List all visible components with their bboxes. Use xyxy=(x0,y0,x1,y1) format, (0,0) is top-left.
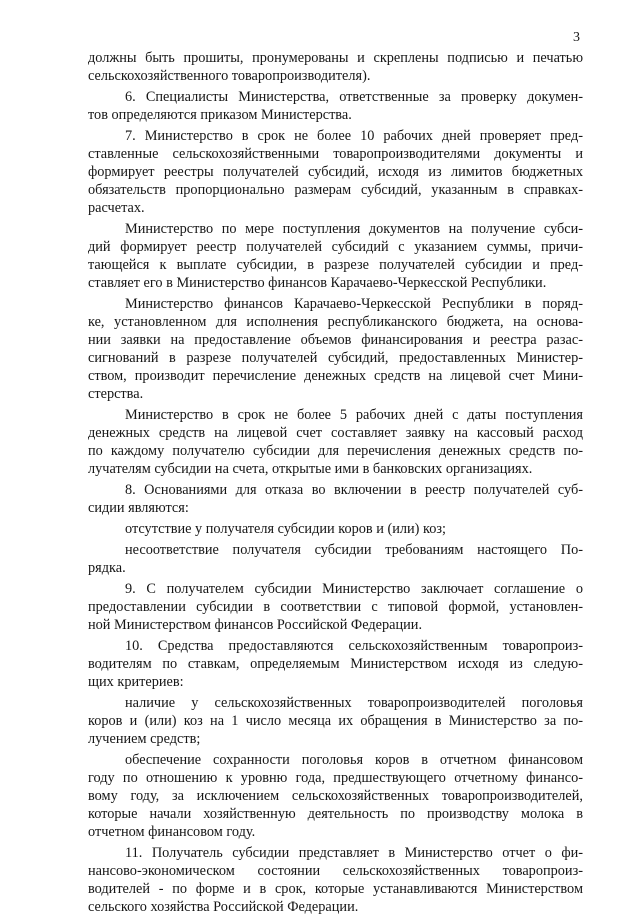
text-line: коров и (или) коз на 1 число месяца их обращения в Министерство за по- xyxy=(88,713,583,729)
paragraph-p8 xyxy=(88,481,583,517)
text-line: по каждому получателю субсидии для перечисления денежных средств по- xyxy=(88,443,583,459)
text-line: нии заявки на предоставление объемов финансирования и реестра разас- xyxy=(88,332,583,348)
text-line: отсутствие у получателя субсидии коров и (или) коз; xyxy=(125,521,446,537)
text-line: рядка. xyxy=(88,560,126,576)
paragraph-p8b xyxy=(88,541,583,577)
text-line: лучением средств; xyxy=(88,731,201,747)
text-line: Министерство по мере поступления документов на получение субси- xyxy=(125,221,583,237)
text-line: ке, установленном для исполнения республиканского бюджета, на основа- xyxy=(88,314,583,330)
text-line: ставленные сельскохозяйственными товаропроизводителями документы и xyxy=(88,146,583,162)
text-line: щих критериев: xyxy=(88,674,184,690)
text-line: расчетах. xyxy=(88,200,145,216)
text-line: тающейся к выплате субсидии, в разрезе получателей субсидии и пред- xyxy=(88,257,583,273)
paragraph-p7c xyxy=(88,295,583,403)
text-line: сигнований в разрезе получателей субсидий, предоставленных Министер- xyxy=(88,350,583,366)
text-line: денежных средств на лицевой счет составляет заявку на кассовый расход xyxy=(88,425,583,441)
paragraph-p10b xyxy=(88,751,583,841)
text-line: водителям по ставкам, определяемым Министерством исходя из следую- xyxy=(88,656,583,672)
page-number: 3 xyxy=(573,30,580,45)
text-line: отчетном финансовом году. xyxy=(88,824,256,840)
text-line: лучателям субсидии на счета, открытые ими в банковских организациях. xyxy=(88,461,533,477)
paragraph-p10 xyxy=(88,637,583,691)
paragraph-p10a xyxy=(88,694,583,748)
paragraph-p0 xyxy=(88,49,583,85)
paragraph-p11 xyxy=(88,844,583,916)
document-body xyxy=(88,49,583,916)
text-line: 8. Основаниями для отказа во включении в реестр получателей суб- xyxy=(125,482,583,498)
text-line: 7. Министерство в срок не более 10 рабочих дней проверяет пред- xyxy=(125,128,583,144)
text-line: обязательств пропорционально размерам субсидий, указанным в справках- xyxy=(88,182,583,198)
text-line: которые начали хозяйственную деятельность по производству молока в xyxy=(88,806,583,822)
text-line: 11. Получатель субсидии представляет в Министерство отчет о фи- xyxy=(125,845,583,861)
text-line: 10. Средства предоставляются сельскохозяйственным товаропроиз- xyxy=(125,638,583,654)
text-line: тов определяются приказом Министерства. xyxy=(88,107,352,123)
paragraph-p6 xyxy=(88,88,583,124)
text-line: ставляет его в Министерство финансов Карачаево-Черкесской Республики. xyxy=(88,275,547,291)
text-line: формирует реестры получателей субсидий, исходя из лимитов бюджетных xyxy=(88,164,583,180)
text-line: несоответствие получателя субсидии требованиям настоящего По- xyxy=(125,542,583,558)
text-line: вому году, за исключением сельскохозяйственных товаропроизводителей, xyxy=(88,788,583,804)
paragraph-p7d xyxy=(88,406,583,478)
text-line: сельскохозяйственного товаропроизводителя). xyxy=(88,68,371,84)
text-line: обеспечение сохранности поголовья коров в отчетном финансовом xyxy=(125,752,583,768)
text-line: предоставлении субсидии в соответствии с типовой формой, установлен- xyxy=(88,599,583,615)
text-line: сельского хозяйства Российской Федерации. xyxy=(88,899,359,915)
paragraph-p9 xyxy=(88,580,583,634)
text-line: ством, производит перечисление денежных средств на лицевой счет Мини- xyxy=(88,368,583,384)
text-line: стерства. xyxy=(88,386,144,402)
text-line: 6. Специалисты Министерства, ответственные за проверку докумен- xyxy=(125,89,583,105)
text-line: должны быть прошиты, пронумерованы и скреплены подписью и печатью xyxy=(88,50,583,66)
text-line: сидии являются: xyxy=(88,500,189,516)
paragraph-p8a xyxy=(88,520,583,538)
text-line: Министерство в срок не более 5 рабочих дней с даты поступления xyxy=(125,407,583,423)
text-line: наличие у сельскохозяйственных товаропроизводителей поголовья xyxy=(125,695,583,711)
text-line: ной Министерством финансов Российской Федерации. xyxy=(88,617,423,633)
text-line: нансово-экономическом состоянии сельскохозяйственных товаропроиз- xyxy=(88,863,583,879)
text-line: дий формирует реестр получателей субсидий с указанием суммы, причи- xyxy=(88,239,583,255)
text-line: 9. С получателем субсидии Министерство заключает соглашение о xyxy=(125,581,583,597)
text-line: году по отношению к уровню года, предшествующего отчетному финансо- xyxy=(88,770,583,786)
paragraph-p7 xyxy=(88,127,583,217)
paragraph-p7b xyxy=(88,220,583,292)
text-line: Министерство финансов Карачаево-Черкесской Республики в поряд- xyxy=(125,296,583,312)
text-line: водителей - по форме и в срок, которые устанавливаются Министерством xyxy=(88,881,583,897)
